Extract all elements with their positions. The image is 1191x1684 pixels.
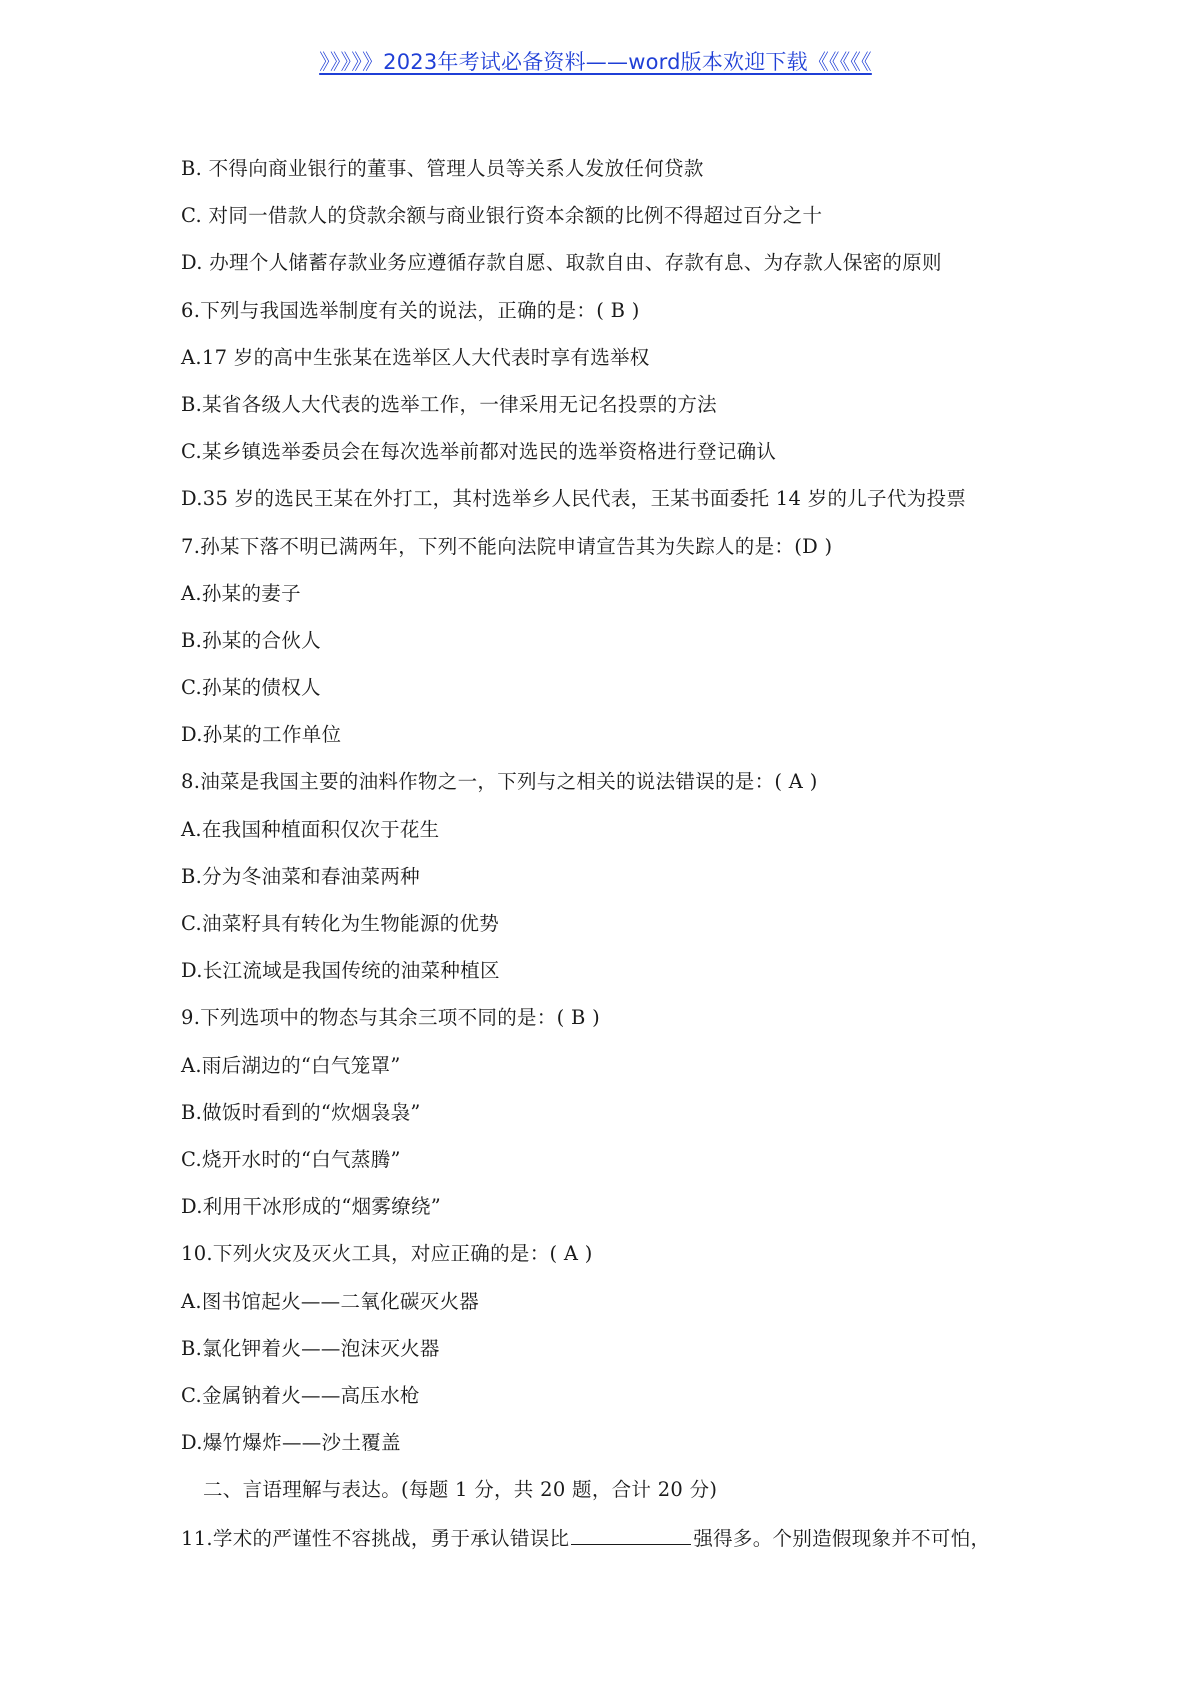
option-d-8: D.长江流域是我国传统的油菜种植区 xyxy=(181,959,500,983)
option-a-10: A.图书馆起火——二氧化碳灭火器 xyxy=(181,1289,480,1313)
option-d-7: D.孙某的工作单位 xyxy=(181,723,342,747)
option-d-9: D.利用干冰形成的“烟雾缭绕” xyxy=(181,1195,442,1219)
fill-in-blank xyxy=(571,1522,691,1545)
exam-content xyxy=(181,154,1061,1570)
download-banner-link[interactable]: 》》》》》2023年考试必备资料——word版本欢迎下载《《《《《 xyxy=(319,50,872,74)
option-c-7: C.孙某的债权人 xyxy=(181,676,321,700)
option-b-10: B.氯化钾着火——泡沫灭火器 xyxy=(181,1336,440,1360)
option-a-8: A.在我国种植面积仅次于花生 xyxy=(181,817,440,841)
question-10: 10.下列火灾及灭火工具，对应正确的是：( A ) xyxy=(181,1242,593,1266)
section-heading-2: 二、言语理解与表达。(每题 1 分，共 20 题，合计 20 分) xyxy=(203,1478,718,1502)
option-b-5: B. 不得向商业银行的董事、管理人员等关系人发放任何贷款 xyxy=(181,157,704,180)
option-b-9: B.做饭时看到的“炊烟袅袅” xyxy=(181,1100,421,1124)
option-a-7: A.孙某的妻子 xyxy=(181,581,301,605)
option-d-5: D. 办理个人储蓄存款业务应遵循存款自愿、取款自由、存款有息、为存款人保密的原则 xyxy=(181,251,942,275)
question-8: 8.油菜是我国主要的油料作物之一，下列与之相关的说法错误的是：( A ) xyxy=(181,770,818,794)
option-c-8: C.油菜籽具有转化为生物能源的优势 xyxy=(181,912,500,935)
question-9: 9.下列选项中的物态与其余三项不同的是：( B ) xyxy=(181,1006,601,1030)
option-b-7: B.孙某的合伙人 xyxy=(181,628,321,652)
option-b-8: B.分为冬油菜和春油菜两种 xyxy=(181,864,420,888)
option-d-6: D.35 岁的选民王某在外打工，其村选举乡人民代表，王某书面委托 14 岁的儿子代为投票 xyxy=(181,487,967,511)
question-11 xyxy=(181,1522,1061,1569)
option-a-6: A.17 岁的高中生张某在选举区人大代表时享有选举权 xyxy=(181,345,650,369)
option-c-5: C. 对同一借款人的贷款余额与商业银行资本余额的比例不得超过百分之十 xyxy=(181,204,823,228)
option-a-9: A.雨后湖边的“白气笼罩” xyxy=(181,1053,401,1077)
question-11-before: 11.学术的严谨性不容挑战，勇于承认错误比 xyxy=(181,1527,570,1551)
option-d-10: D.爆竹爆炸——沙土覆盖 xyxy=(181,1431,401,1455)
question-7: 7.孙某下落不明已满两年，下列不能向法院申请宣告其为失踪人的是：(D ) xyxy=(181,534,833,558)
option-c-10: C.金属钠着火——高压水枪 xyxy=(181,1383,420,1407)
question-11-after: 强得多。个别造假现象并不可怕， xyxy=(693,1527,991,1551)
question-6: 6.下列与我国选举制度有关的说法，正确的是：( B ) xyxy=(181,298,640,322)
option-c-6: C.某乡镇选举委员会在每次选举前都对选民的选举资格进行登记确认 xyxy=(181,440,777,464)
option-b-6: B.某省各级人大代表的选举工作，一律采用无记名投票的方法 xyxy=(181,392,717,416)
option-c-9: C.烧开水时的“白气蒸腾” xyxy=(181,1147,401,1171)
